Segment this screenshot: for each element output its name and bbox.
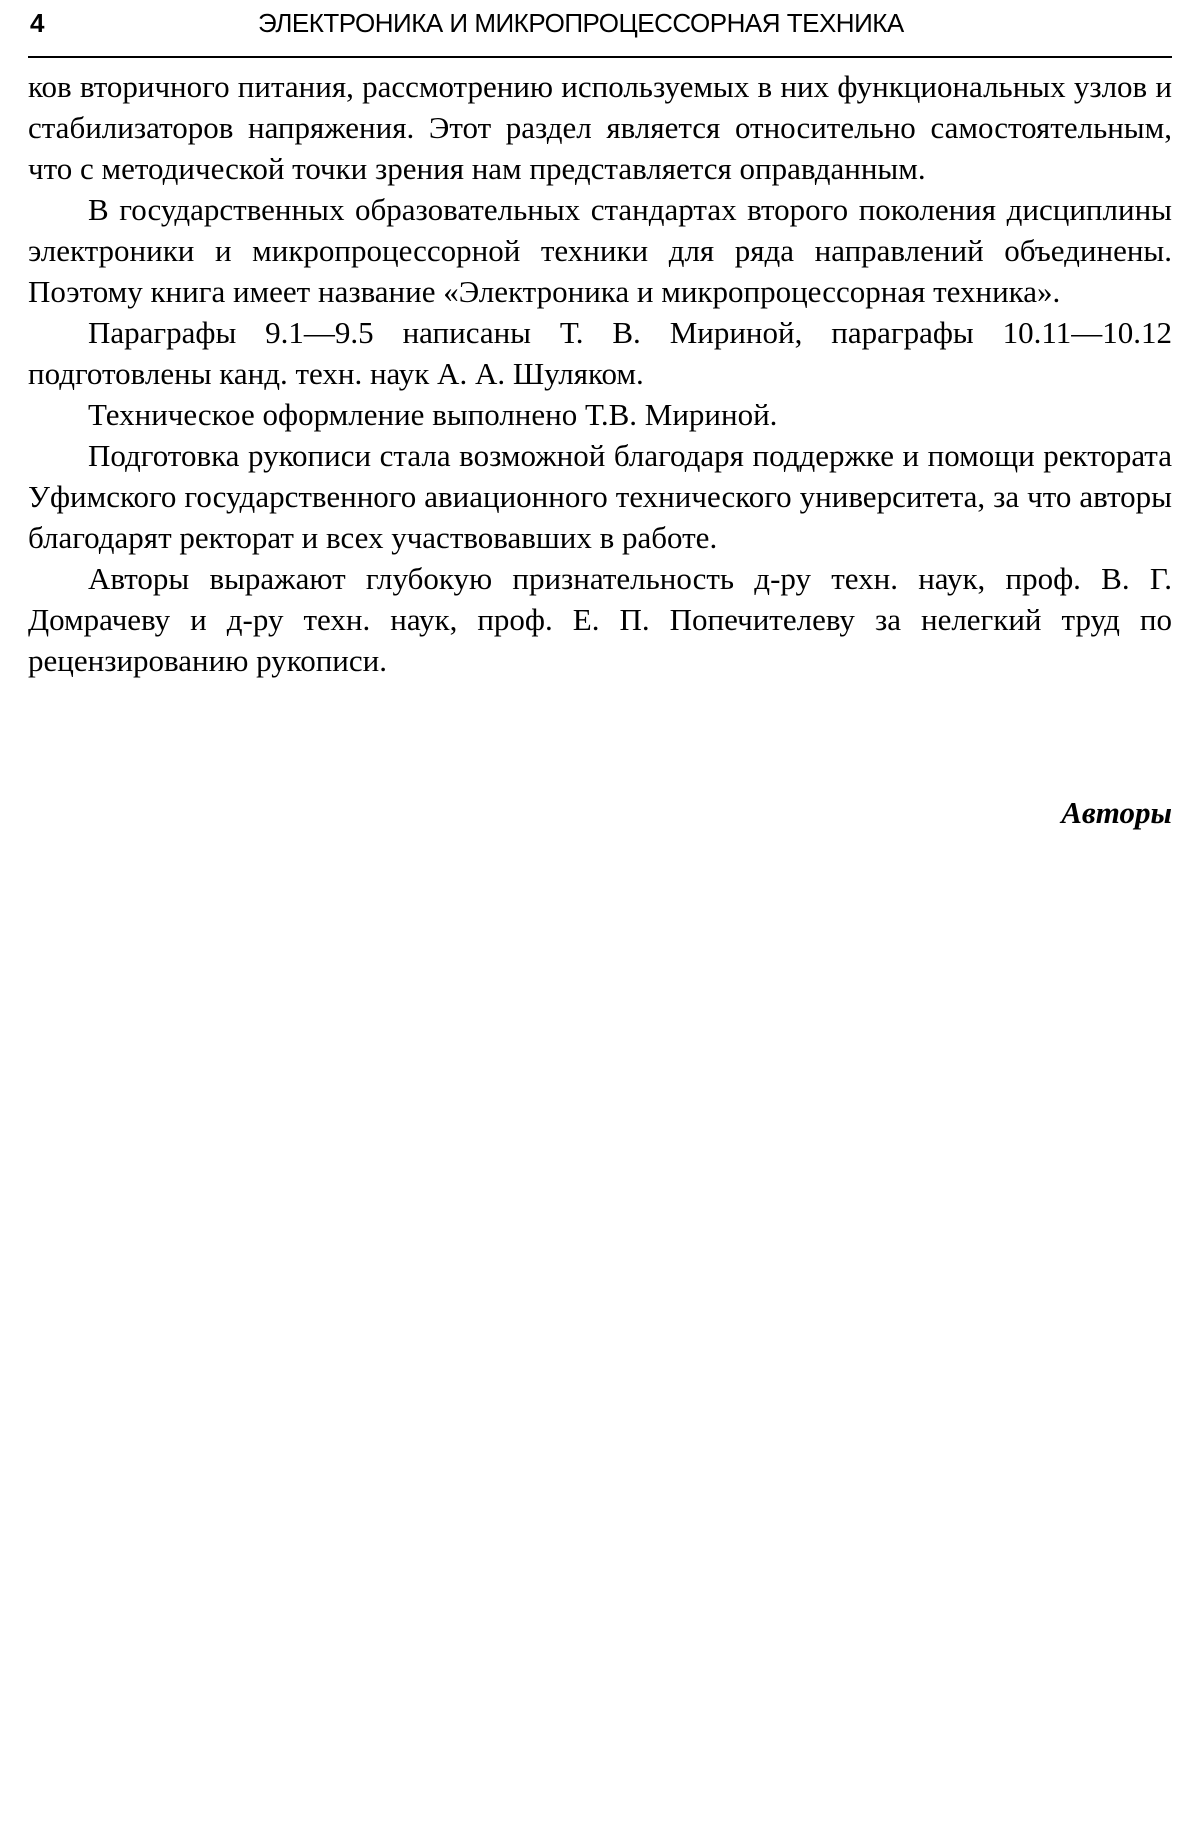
paragraph-technical-design: Техническое оформление выполнено Т.В. Мириной. bbox=[88, 397, 778, 432]
running-title: ЭЛЕКТРОНИКА И МИКРОПРОЦЕССОРНАЯ ТЕХНИКА bbox=[258, 8, 904, 38]
paragraph-chapter-authors: Параграфы 9.1—9.5 написаны Т. В. Мириной, параграфы 10.11—10.12 подготовлены канд. техн. наук А. А. Шуляком. bbox=[28, 315, 1172, 391]
signature-authors: Авторы bbox=[1061, 795, 1172, 830]
paragraph-acknowledgement-reviewers: Авторы выражают глубокую признательность д-ру техн. наук, проф. В. Г. Домрачеву и д-ру техн. наук, проф. Е. П. Попечителеву за нелегкий труд по рецензированию рукописи. bbox=[28, 561, 1172, 678]
paragraph-continuation: ков вторичного питания, рассмотрению используемых в них функциональных узлов и стабилизаторов напряжения. Этот раздел является относительно самостоятельным, что с методической точки зрения нам представляется оправданным. bbox=[28, 69, 1172, 186]
running-header bbox=[28, 0, 1172, 58]
body-text bbox=[28, 66, 1172, 681]
book-page bbox=[28, 0, 1172, 1829]
paragraph-acknowledgement-rectorate: Подготовка рукописи стала возможной благодаря поддержке и помощи ректората Уфимского государственного авиационного технического университета, за что авторы благодарят ректорат и всех участвовавших в работе. bbox=[28, 438, 1172, 555]
paragraph-standards: В государственных образовательных стандартах второго поколения дисциплины электроники и микропроцессорной техники для ряда направлений объединены. Поэтому книга имеет название «Электроника и микропроцессорная техника». bbox=[28, 192, 1172, 309]
page-number: 4 bbox=[30, 8, 45, 38]
